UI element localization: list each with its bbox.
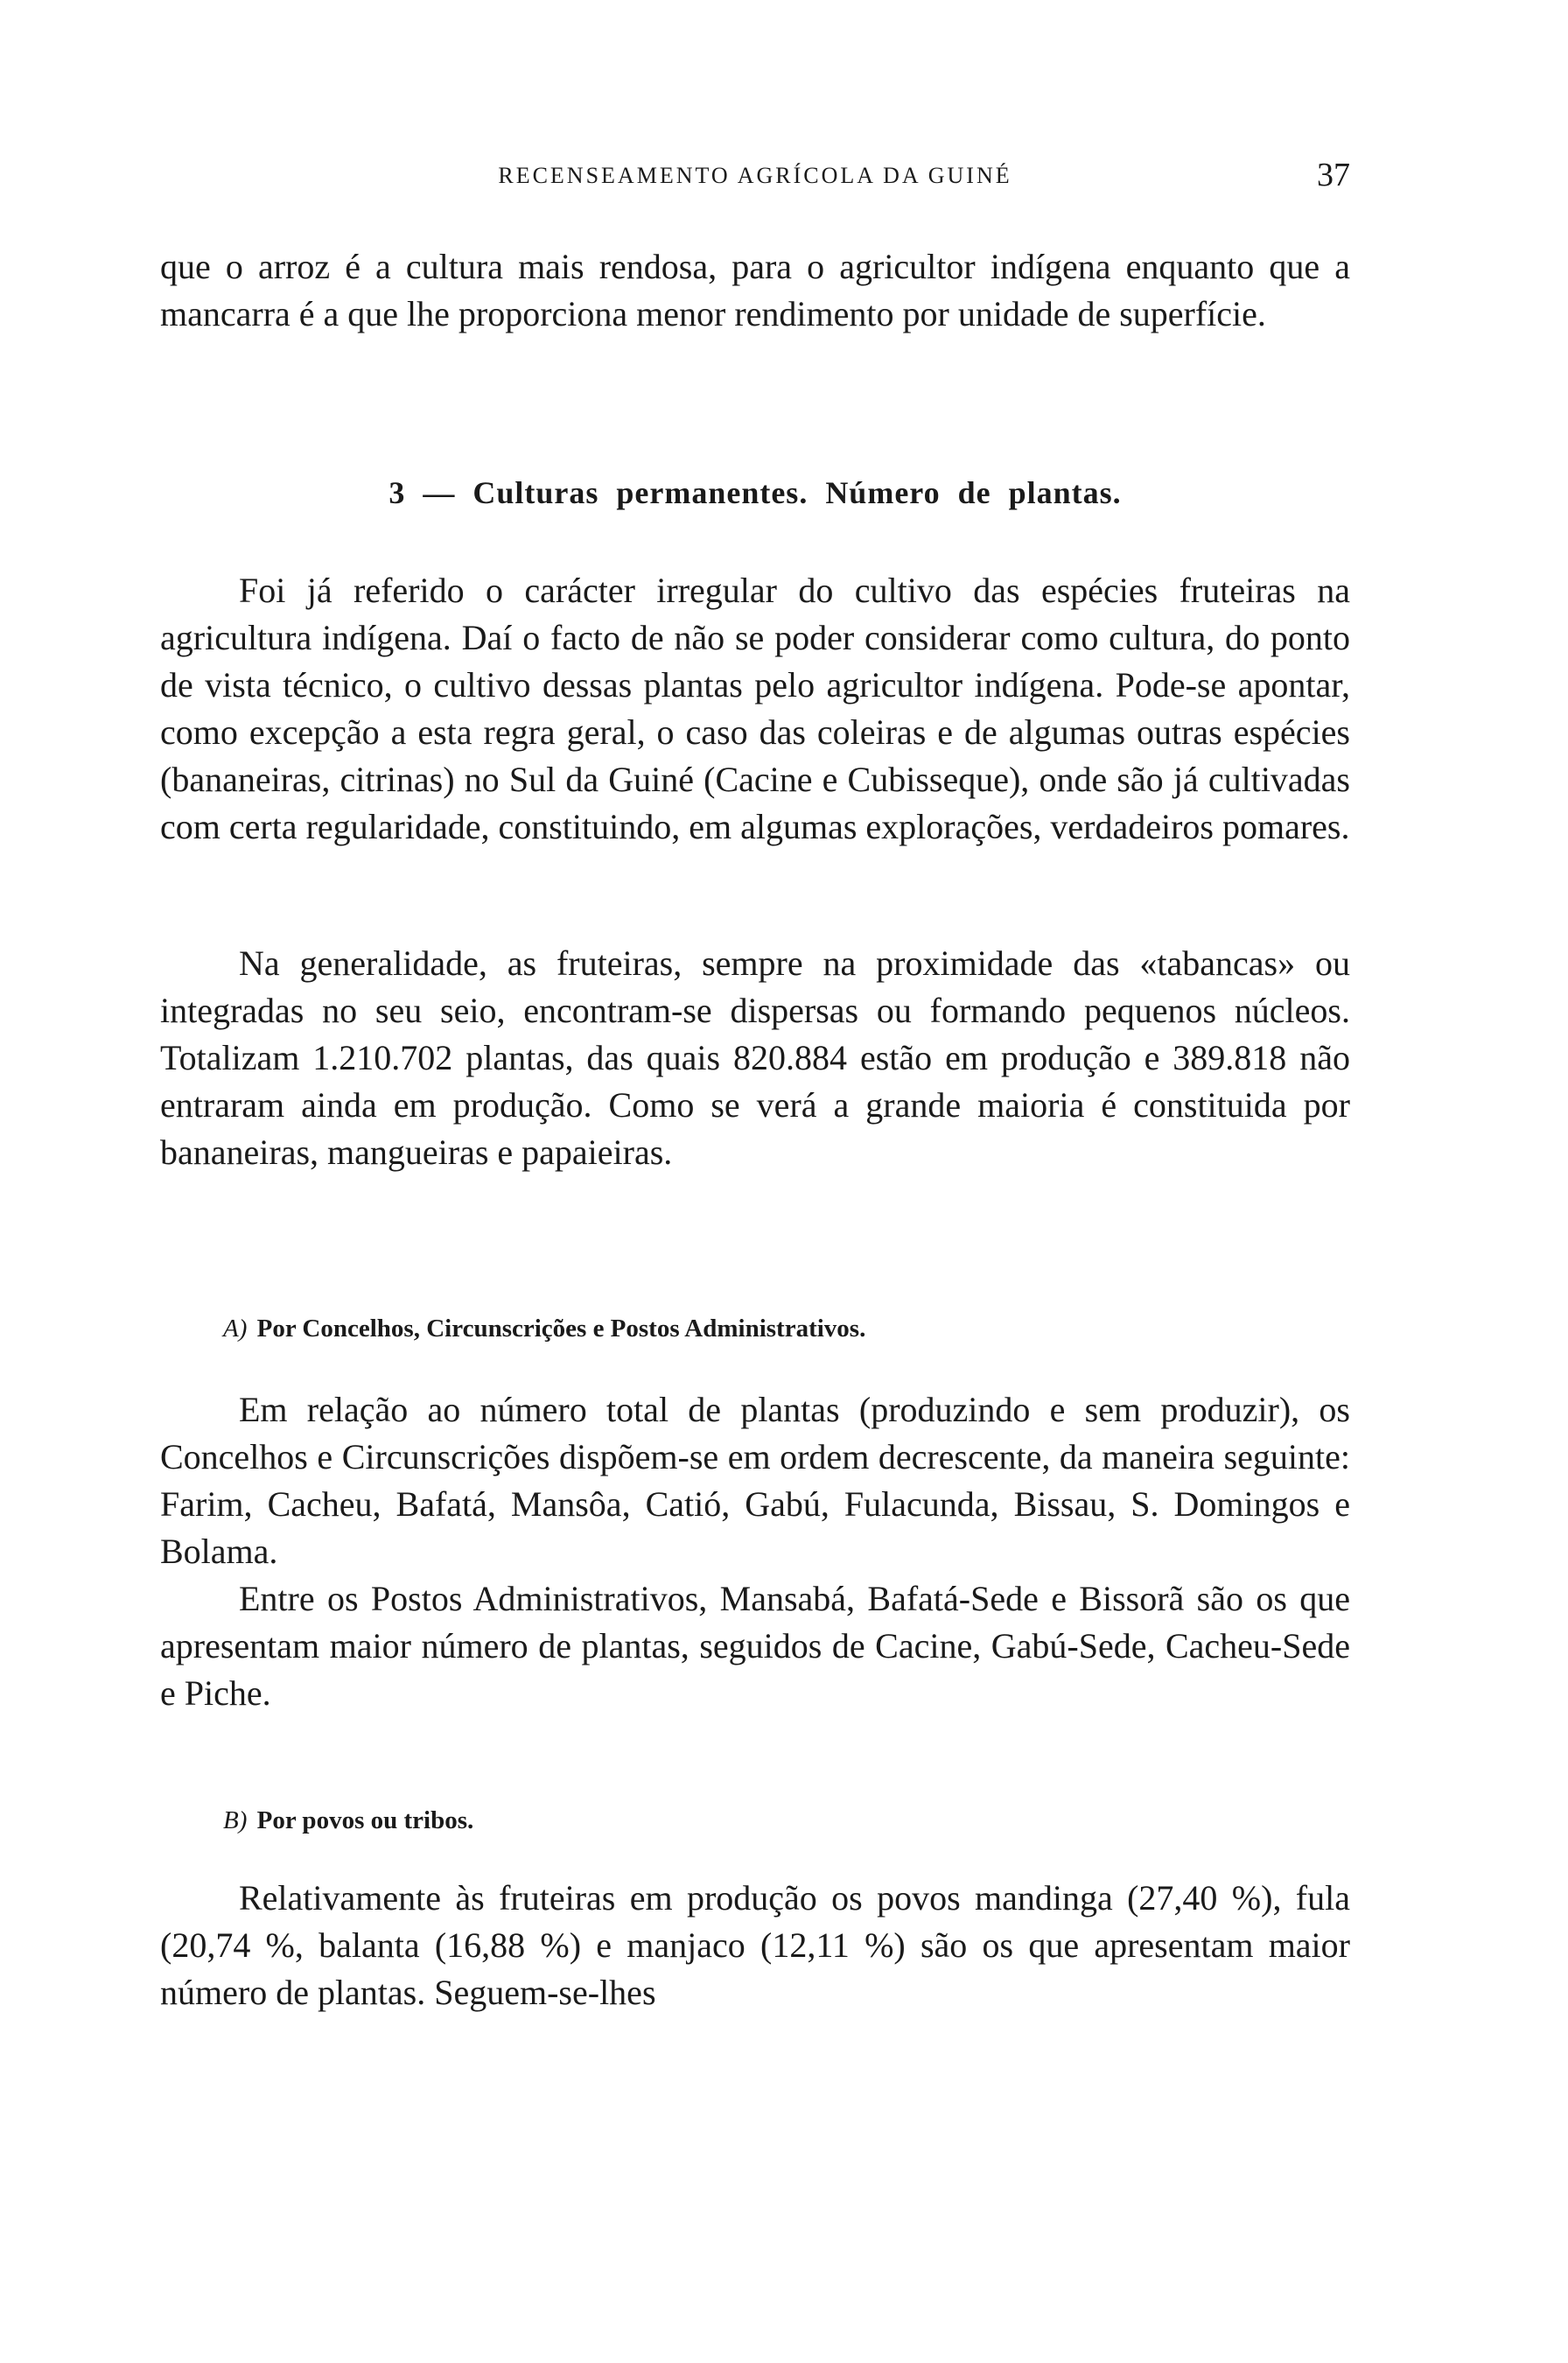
subsection-b-heading (223, 1806, 1343, 1835)
running-title: RECENSEAMENTO AGRÍCOLA DA GUINÉ (498, 163, 1012, 188)
subsection-a-heading (223, 1315, 1343, 1343)
subsection-b-letter: B) (223, 1806, 248, 1834)
section-paragraph-1: Foi já referido o carácter irregular do cultivo das espécies fruteiras na agricultura indígena. Daí o facto de não se poder considerar como cultura, do ponto de vista técnico, o cultivo dessas plantas pelo agricultor indígena. Pode-se apontar, como excepção a esta regra geral, o caso das coleiras e de algumas outras espécies (bananeiras, citrinas) no Sul da Guiné (Cacine e Cubisseque), onde são já cultivadas com certa regularidade, constituindo, em algumas explorações, verdadeiros pomares. (160, 571, 1350, 846)
page-number: 37 (1317, 157, 1350, 193)
section-heading: 3 — Culturas permanentes. Número de plantas. (388, 475, 1122, 510)
document-page (160, 0, 1350, 2363)
subsection-a-paragraph-2: Entre os Postos Administrativos, Mansabá, Bafatá-Sede e Bissorã são os que apresentam maior número de plantas, seguidos de Cacine, Gabú-Sede, Cacheu-Sede e Piche. (160, 1579, 1350, 1713)
subsection-a-title: Por Concelhos, Circunscrições e Postos Administrativos. (256, 1315, 866, 1343)
subsection-b-paragraph-1: Relativamente às fruteiras em produção os povos mandinga (27,40 %), fula (20,74 %, balanta (16,88 %) e manjaco (12,11 %) são os que apresentam maior número de plantas. Seguem-se-lhes (160, 1878, 1350, 2012)
subsection-b-title: Por povos ou tribos. (256, 1806, 474, 1834)
subsection-a-paragraph-1: Em relação ao número total de plantas (produzindo e sem produzir), os Concelhos e Circunscrições dispõem-se em ordem decrescente, da maneira seguinte: Farim, Cacheu, Bafatá, Mansôa, Catió, Gabú, Fulacunda, Bissau, S. Domingos e Bolama. (160, 1390, 1350, 1571)
section-paragraph-2: Na generalidade, as fruteiras, sempre na proximidade das «tabancas» ou integradas no seu seio, encontram-se dispersas ou formando pequenos núcleos. Totalizam 1.210.702 plantas, das quais 820.884 estão em produção e 389.818 não entraram ainda em produção. Como se verá a grande maioria é constituida por bananeiras, mangueiras e papaieiras. (160, 943, 1350, 1172)
subsection-a-letter: A) (223, 1315, 248, 1343)
running-head (160, 156, 1350, 200)
intro-paragraph: que o arroz é a cultura mais rendosa, para o agricultor indígena enquanto que a mancarra é a que lhe proporciona menor rendimento por unidade de superfície. (160, 247, 1350, 333)
